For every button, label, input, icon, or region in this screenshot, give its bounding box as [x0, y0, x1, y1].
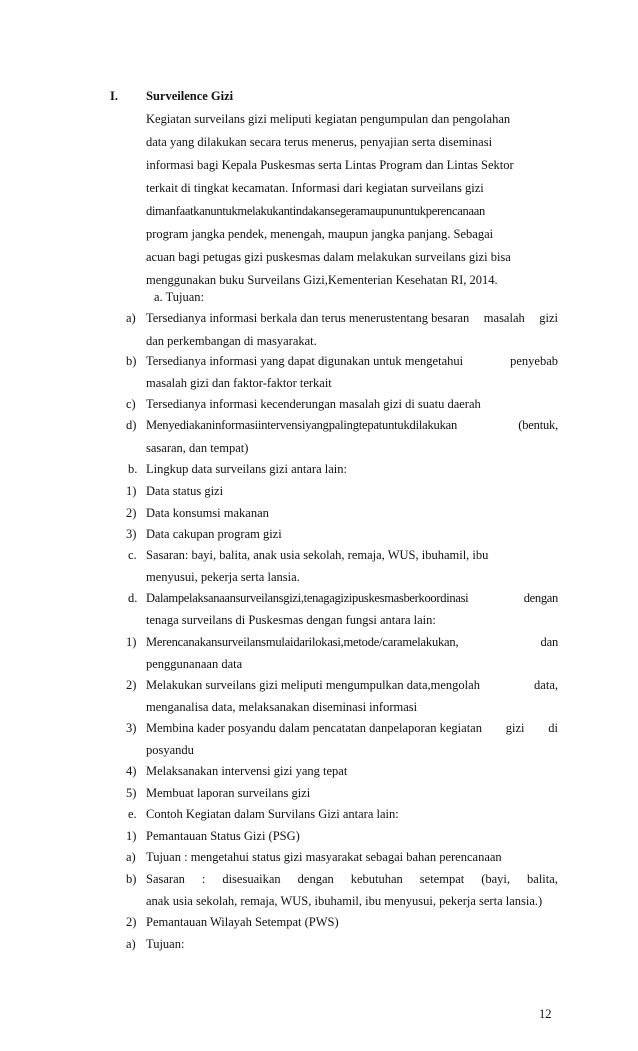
list-marker: d.	[128, 591, 138, 605]
list-item: Membuat laporan surveilans gizi	[146, 786, 311, 800]
list-marker: 3)	[126, 527, 137, 541]
intro-line: program jangka pendek, menengah, maupun jangka panjang. Sebagai	[146, 227, 494, 241]
list-marker: 1)	[126, 829, 137, 843]
list-marker: 3)	[126, 721, 137, 735]
intro-line: informasi bagi Kepala Puskesmas serta Lintas Program dan Lintas Sektor	[146, 158, 514, 172]
list-item-cont: penggunanaan data	[146, 657, 243, 671]
list-marker: d)	[126, 418, 137, 432]
intro-line: Kegiatan surveilans gizi meliputi kegiatan pengumpulan dan pengolahan	[146, 112, 511, 126]
list-item: Data konsumsi makanan	[146, 506, 269, 520]
intro-line: data yang dilakukan secara terus menerus, penyajian serta diseminasi	[146, 135, 493, 149]
list-item: Tujuan : mengetahui status gizi masyarakat sebagai bahan perencanaan	[146, 850, 502, 864]
list-item: Pemantauan Wilayah Setempat (PWS)	[146, 915, 339, 929]
list-item: Merencanakansurveilansmulaidarilokasi,metode/caramelakukan, dan	[146, 635, 558, 649]
list-item: Tersedianya informasi yang dapat digunakan untuk mengetahui penyebab	[146, 354, 558, 368]
intro-line: terkait di tingkat kecamatan. Informasi dari kegiatan surveilans gizi	[146, 181, 484, 195]
sasaran-cont: menyusui, pekerja serta lansia.	[146, 570, 300, 584]
list-marker: 2)	[126, 915, 137, 929]
list-marker: 2)	[126, 678, 137, 692]
list-item: Sasaran : disesuaikan dengan kebutuhan setempat (bayi, balita,	[146, 872, 558, 886]
list-marker: a)	[126, 311, 136, 325]
list-marker: 2)	[126, 506, 137, 520]
list-item-cont: anak usia sekolah, remaja, WUS, ibuhamil, ibu menyusui, pekerja serta lansia.)	[146, 894, 543, 908]
list-item-cont: sasaran, dan tempat)	[146, 441, 249, 455]
list-item: Melaksanakan intervensi gizi yang tepat	[146, 764, 348, 778]
list-item: Tujuan:	[146, 937, 185, 951]
list-item-cont: masalah gizi dan faktor-faktor terkait	[146, 376, 332, 390]
list-item: Tersedianya informasi berkala dan terus menerustentang besaran masalah gizi	[146, 311, 558, 325]
list-item: Menyediakaninformasiintervensiyangpalingtepatuntukdilakukan (bentuk,	[146, 418, 558, 432]
list-marker: b.	[128, 462, 138, 476]
list-item: Data status gizi	[146, 484, 224, 498]
sasaran-text: Sasaran: bayi, balita, anak usia sekolah, remaja, WUS, ibuhamil, ibu	[146, 548, 489, 562]
list-item-cont: tenaga surveilans di Puskesmas dengan fungsi antara lain:	[146, 613, 436, 627]
list-item-cont: dan perkembangan di masyarakat.	[146, 334, 317, 348]
lingkup-heading: Lingkup data surveilans gizi antara lain:	[146, 462, 347, 476]
section-title: Surveilence Gizi	[146, 89, 234, 103]
list-marker: 1)	[126, 484, 137, 498]
section-number: I.	[110, 89, 118, 103]
list-marker: c)	[126, 397, 136, 411]
tujuan-heading: a. Tujuan:	[154, 290, 205, 304]
list-marker: b)	[126, 354, 137, 368]
list-item: Tersedianya informasi kecenderungan masalah gizi di suatu daerah	[146, 397, 481, 411]
page-number: 12	[539, 1007, 552, 1021]
intro-line: acuan bagi petugas gizi puskesmas dalam melakukan surveilans gizi bisa	[146, 250, 511, 264]
list-item-cont: posyandu	[146, 743, 194, 757]
list-item: Data cakupan program gizi	[146, 527, 282, 541]
list-item-cont: menganalisa data, melaksanakan diseminasi informasi	[146, 700, 418, 714]
list-marker: c.	[128, 548, 137, 562]
list-marker: a)	[126, 850, 136, 864]
list-marker: 4)	[126, 764, 137, 778]
list-item: Pemantauan Status Gizi (PSG)	[146, 829, 300, 843]
contoh-heading: Contoh Kegiatan dalam Survilans Gizi antara lain:	[146, 807, 399, 821]
list-marker: a)	[126, 937, 136, 951]
list-item: Melakukan surveilans gizi meliputi mengumpulkan data,mengolah data,	[146, 678, 558, 692]
list-marker: 5)	[126, 786, 137, 800]
intro-line: dimanfaatkanuntukmelakukantindakansegeramaupununtukperencanaan	[146, 204, 485, 218]
list-marker: 1)	[126, 635, 137, 649]
intro-line: menggunakan buku Surveilans Gizi,Kementerian Kesehatan RI, 2014.	[146, 273, 498, 287]
list-item: Dalampelaksanaansurveilansgizi,tenagagizipuskesmasberkoordinasi dengan	[146, 591, 558, 605]
list-item: Membina kader posyandu dalam pencatatan danpelaporan kegiatan gizi di	[146, 721, 558, 735]
list-marker: e.	[128, 807, 137, 821]
list-marker: b)	[126, 872, 137, 886]
